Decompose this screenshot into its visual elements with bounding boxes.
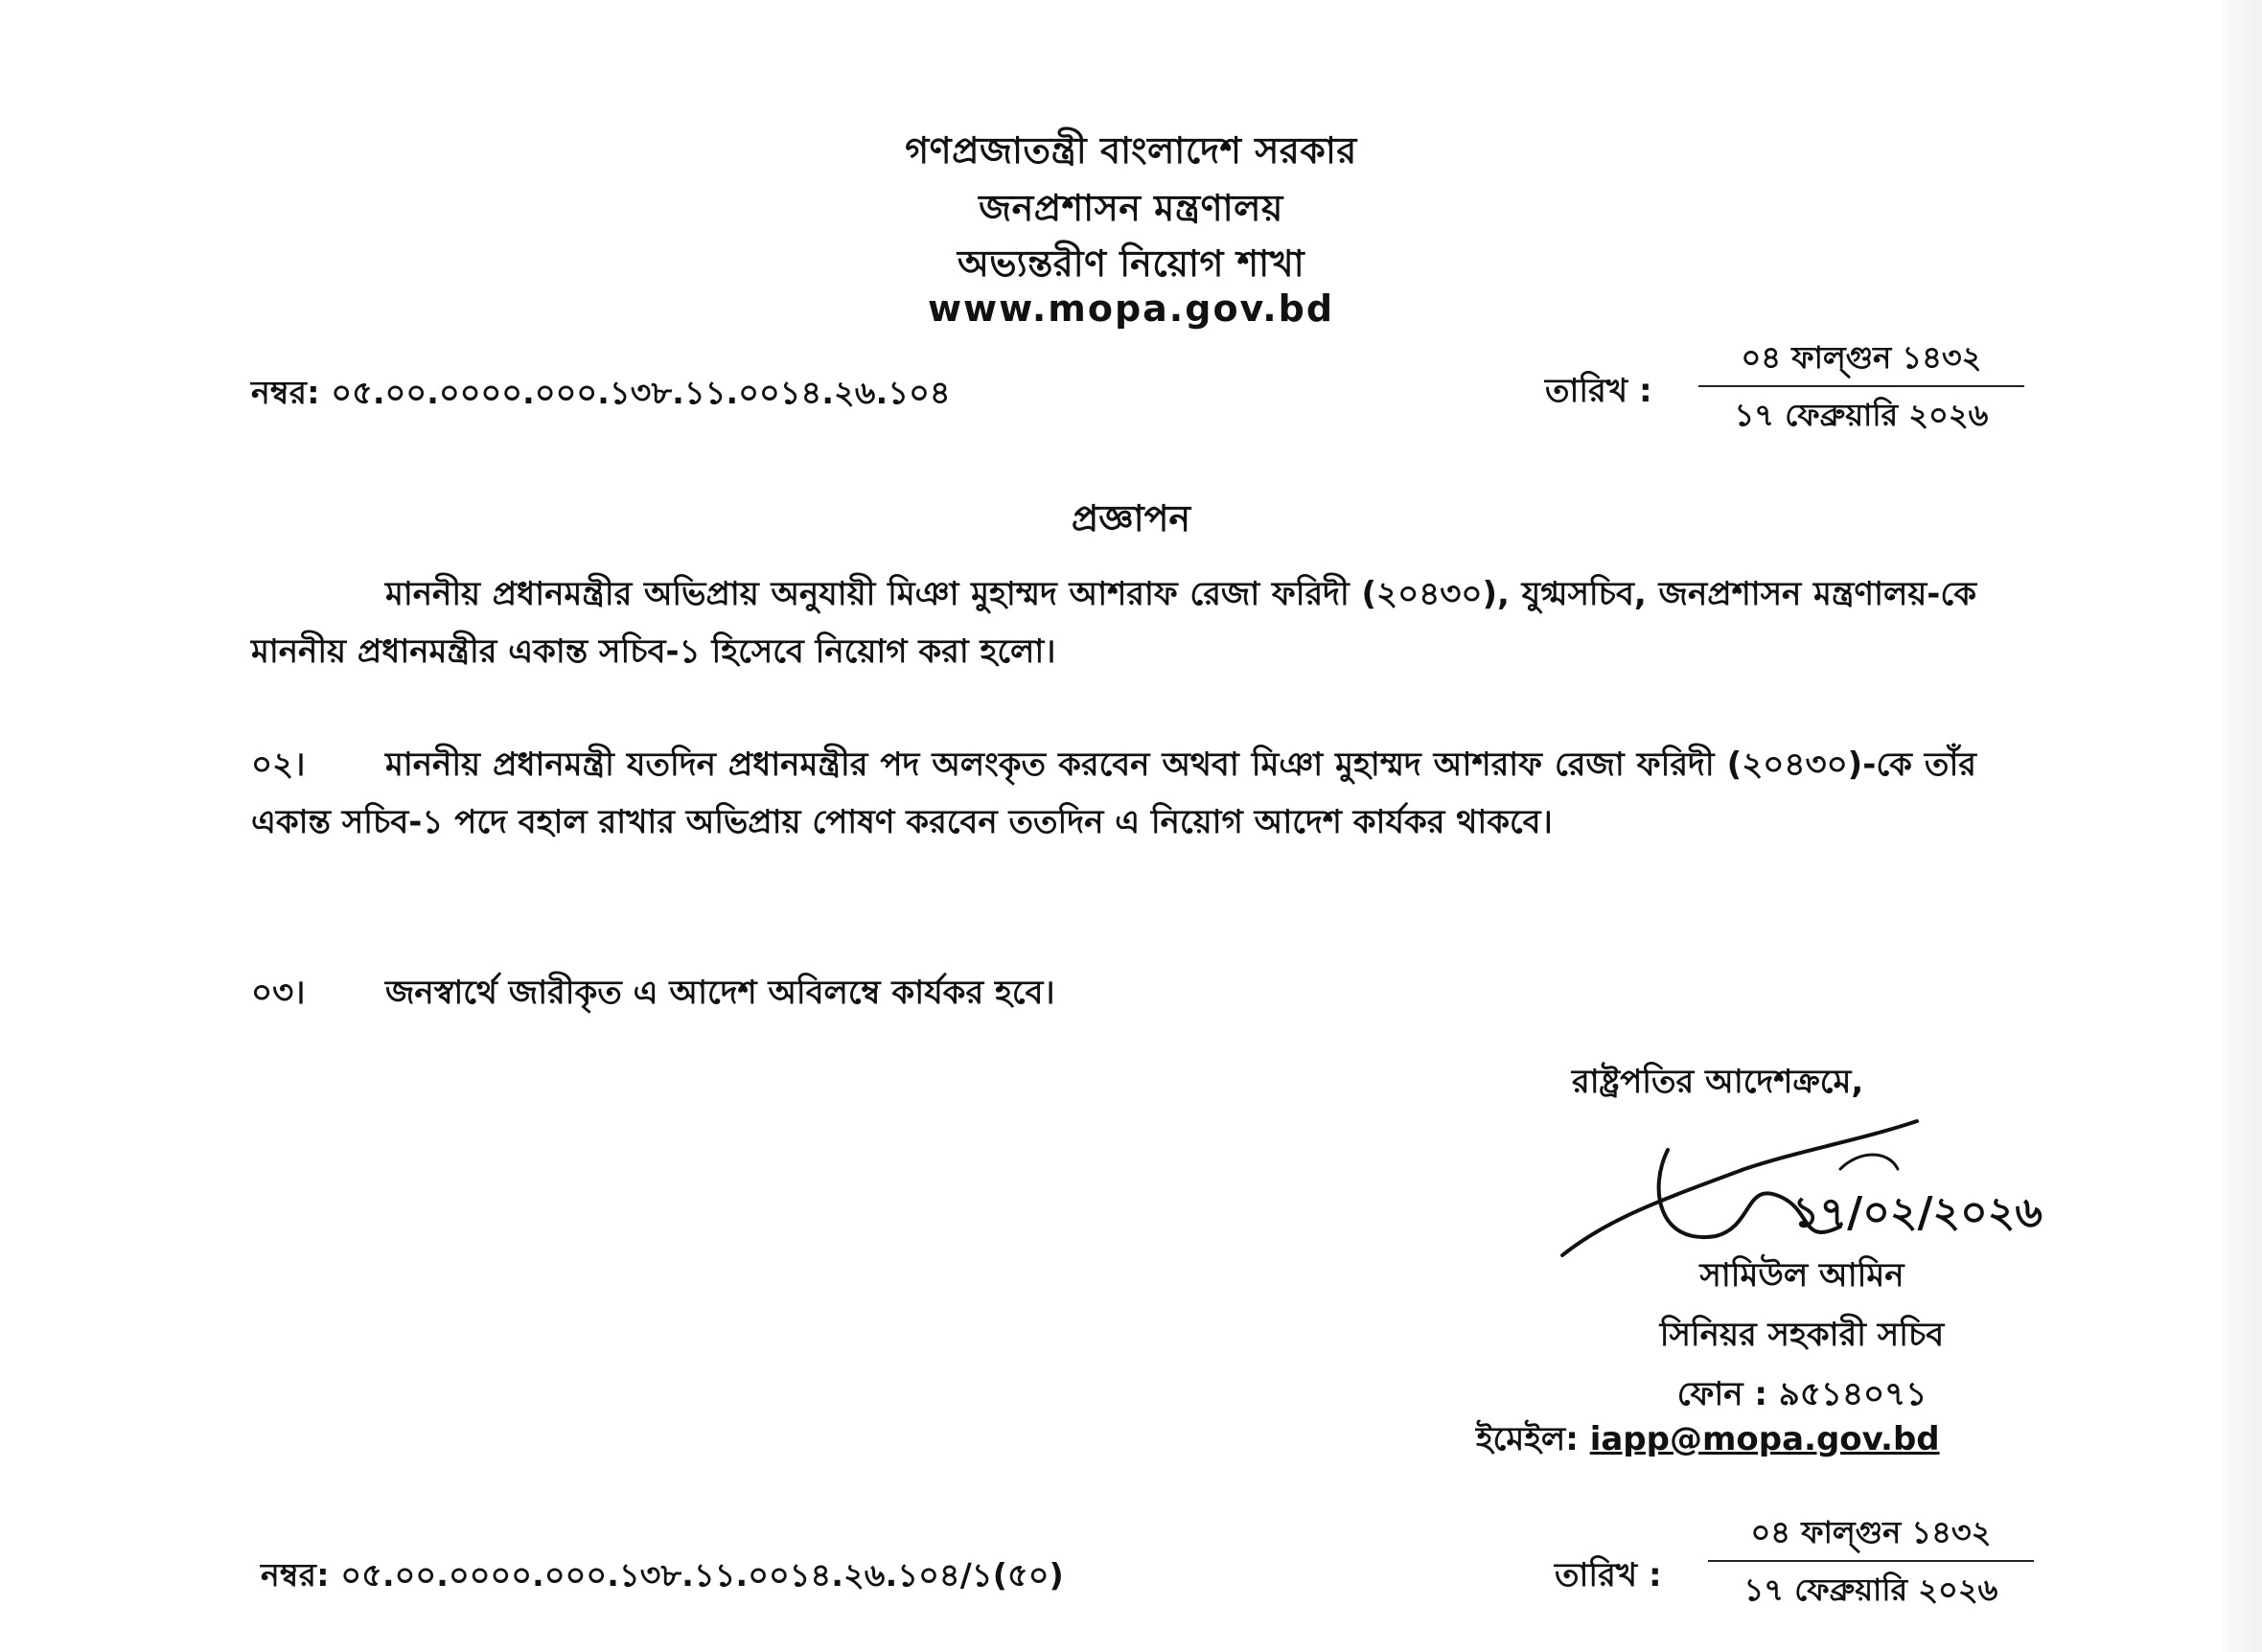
date-block	[1698, 330, 2024, 443]
paragraph-3	[251, 964, 1976, 1021]
footer-date-block	[1708, 1504, 2034, 1618]
signatory-designation: সিনিয়র সহকারী সচিব	[1659, 1316, 1945, 1354]
paragraph-3-number: ০৩।	[251, 974, 306, 1012]
date-label: তারিখ :	[1545, 372, 1652, 410]
date-gregorian: ১৭ ফেব্রুয়ারি ২০২৬	[1734, 397, 1989, 433]
section-name: অভ্যন্তরীণ নিয়োগ শাখা	[957, 242, 1305, 285]
signature-handwritten-date: ১৭/০২/২০২৬	[1792, 1188, 2043, 1237]
paragraph-2-text: মাননীয় প্রধানমন্ত্রী যতদিন প্রধানমন্ত্রীর পদ অলংকৃত করবেন অথবা মিঞা মুহাম্মদ আশরাফ রেজা ফরিদী (২০৪৩০)-কে তাঁর একান্ত সচিব-১ পদে বহাল রাখার অভিপ্রায় পোষণ করবেন ততদিন এ নিয়োগ আদেশ কার্যকর থাকবে।	[251, 746, 1976, 841]
signatory-name: সামিউল আমিন	[1699, 1256, 1904, 1295]
government-name: গণপ্রজাতন্ত্রী বাংলাদেশ সরকার	[905, 129, 1357, 172]
email-row	[1476, 1414, 1940, 1469]
date-bangla: ০৪ ফাল্গুন ১৪৩২	[1741, 339, 1982, 376]
notice-title: প্রজ্ঞাপন	[1071, 497, 1191, 539]
signatory-details	[1534, 1246, 2070, 1424]
footer-date-label: তারিখ :	[1555, 1556, 1662, 1595]
signatory-phone: ফোন : ৯৫১৪০৭১	[1676, 1375, 1927, 1413]
email-label: ইমেইল:	[1476, 1420, 1579, 1458]
paragraph-2	[251, 736, 1976, 851]
paragraph-3-text: জনস্বার্থে জারীকৃত এ আদেশ অবিলম্বে কার্যকর হবে।	[385, 974, 1055, 1012]
ministry-name: জনপ্রশাসন মন্ত্রণালয়	[979, 187, 1283, 229]
paragraph-1: মাননীয় প্রধানমন্ত্রীর অভিপ্রায় অনুযায়ী মিঞা মুহাম্মদ আশরাফ রেজা ফরিদী (২০৪৩০), যুগ্মসচিব, জনপ্রশাসন মন্ত্রণালয়-কে মাননীয় প্রধানমন্ত্রীর একান্ত সচিব-১ হিসেবে নিয়োগ করা হলো।	[251, 575, 1976, 671]
memo-number: নম্বর: ০৫.০০.০০০০.০০০.১৩৮.১১.০০১৪.২৬.১০৪	[251, 374, 951, 411]
footer-date-bangla: ০৪ ফাল্গুন ১৪৩২	[1750, 1514, 1992, 1550]
by-order-of-president: রাষ্ট্রপতির আদেশক্রমে,	[1572, 1063, 1864, 1101]
paragraph-2-number: ০২।	[251, 746, 306, 784]
website-link[interactable]: www.mopa.gov.bd	[927, 287, 1335, 330]
email-link[interactable]: iapp@mopa.gov.bd	[1589, 1420, 1940, 1458]
footer-date-gregorian: ১৭ ফেব্রুয়ারি ২০২৬	[1743, 1572, 1998, 1608]
footer-memo-number: নম্বর: ০৫.০০.০০০০.০০০.১৩৮.১১.০০১৪.২৬.১০৪/১(৫০)	[261, 1556, 1064, 1594]
